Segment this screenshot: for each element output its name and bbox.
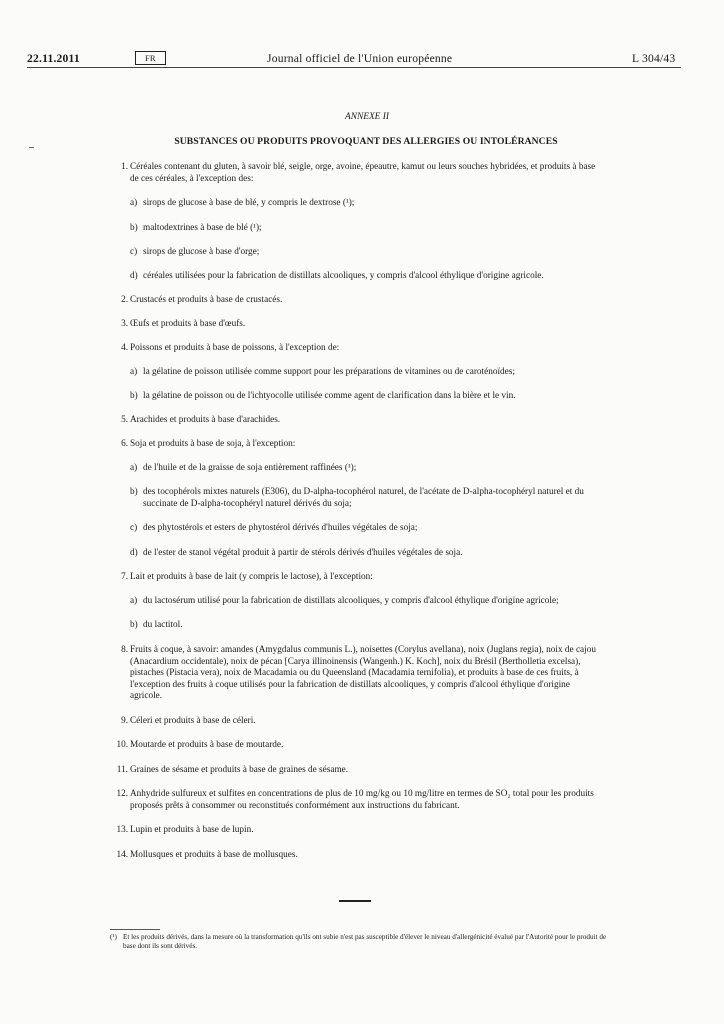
item-text: Soja et produits à base de soja, à l'exception: (130, 439, 296, 449)
subitem-letter: a) (130, 367, 138, 377)
list-subitem (130, 487, 605, 510)
subitem-letter: c) (130, 247, 138, 257)
subitem-text: la gélatine de poisson utilisée comme support pour les préparations de vitamines ou de caroténoïdes; (143, 367, 515, 377)
list-item (121, 343, 600, 355)
subitem-letter: b) (130, 487, 138, 497)
subitem-text: maltodextrines à base de blé (¹); (143, 223, 262, 233)
item-number: 1. (121, 162, 128, 172)
subitem-letter: d) (130, 271, 138, 281)
subitem-letter: c) (130, 523, 138, 533)
item-number: 6. (121, 439, 128, 449)
list-item (121, 162, 600, 185)
list-item (116, 825, 600, 837)
subitem-text: de l'huile et de la graisse de soja entièrement raffinées (¹); (143, 463, 357, 473)
item-text: Arachides et produits à base d'arachides. (130, 415, 281, 425)
item-text: Graines de sésame et produits à base de graines de sésame. (130, 765, 349, 775)
subitem-text: des phytostérols et esters de phytostérol dérivés d'huiles végétales de soja; (143, 523, 418, 533)
subitem-letter: a) (130, 463, 138, 473)
subitem-text: des tocophérols mixtes naturels (E306), du D-alpha-tocophérol naturel, de l'acétate de D-alpha-tocophéryl naturel et du succinate de D-alpha-tocophéryl naturel dérivés du soja; (143, 487, 584, 509)
list-item (121, 415, 600, 427)
list-subitem (130, 463, 605, 475)
footnote-mark: (¹) (110, 933, 117, 941)
section-separator (339, 900, 371, 902)
document-title: SUBSTANCES OU PRODUITS PROVOQUANT DES ALLERGIES OU INTOLÉRANCES (174, 136, 558, 147)
page-reference: L 304/43 (632, 52, 676, 65)
subitem-text: du lactitol. (143, 620, 183, 630)
item-number: 3. (121, 319, 128, 329)
item-number: 14. (116, 850, 128, 860)
list-item (121, 319, 600, 331)
item-number: 7. (121, 572, 128, 582)
footnote-rule (110, 929, 160, 930)
item-text: Œufs et produits à base d'œufs. (130, 319, 246, 329)
list-subitem (130, 247, 605, 259)
item-number: 12. (116, 789, 128, 799)
list-item (116, 789, 600, 812)
subitem-text: céréales utilisées pour la fabrication de distillats alcooliques, y compris d'alcool éthylique d'origine agricole. (143, 271, 544, 281)
item-text: Mollusques et produits à base de mollusques. (130, 850, 298, 860)
language-badge: FR (135, 51, 166, 65)
subitem-letter: a) (130, 596, 138, 606)
list-item (121, 295, 600, 307)
list-subitem (130, 223, 605, 235)
list-subitem (130, 198, 605, 210)
subitem-text: sirops de glucose à base d'orge; (143, 247, 260, 257)
item-text: Céréales contenant du gluten, à savoir blé, seigle, orge, avoine, épeautre, kamut ou leurs souches hybridées, et produits à base de ces céréales, à l'exception des: (130, 162, 596, 184)
list-subitem (130, 271, 605, 283)
item-text: Anhydride sulfureux et sulfites en concentrations de plus de 10 mg/kg ou 10 mg/litre en termes de SO₂ total pour les produits proposés prêts à consommer ou reconstitués conformément aux instructions du fabricant. (130, 789, 594, 811)
item-number: 10. (116, 740, 128, 750)
footnote-text: Et les produits dérivés, dans la mesure où la transformation qu'ils ont subie n'est pas susceptible d'élever le niveau d'allergénicité évalué par l'Autorité pour le produit de base dont ils sont dérivés. (123, 933, 607, 950)
list-item (121, 572, 600, 584)
list-item (116, 850, 600, 862)
list-subitem (130, 620, 605, 632)
list-subitem (130, 391, 605, 403)
item-number: 5. (121, 415, 128, 425)
subitem-text: la gélatine de poisson ou de l'ichtyocolle utilisée comme agent de clarification dans la bière et le vin. (143, 391, 516, 401)
list-item (116, 765, 600, 777)
item-number: 2. (121, 295, 128, 305)
item-text: Moutarde et produits à base de moutarde. (130, 740, 284, 750)
list-subitem (130, 523, 605, 535)
subitem-letter: a) (130, 198, 138, 208)
footnote (110, 933, 610, 951)
item-number: 4. (121, 343, 128, 353)
item-number: 8. (121, 645, 128, 655)
list-item (121, 716, 600, 728)
item-text: Lait et produits à base de lait (y compris le lactose), à l'exception: (130, 572, 373, 582)
annex-heading: ANNEXE II (344, 112, 389, 122)
item-text: Lupin et produits à base de lupin. (130, 825, 254, 835)
list-item (121, 645, 600, 703)
item-number: 11. (116, 765, 128, 775)
item-text: Crustacés et produits à base de crustacés. (130, 295, 283, 305)
item-number: 13. (116, 825, 128, 835)
subitem-text: du lactosérum utilisé pour la fabrication de distillats alcooliques, y compris d'alcool éthylique d'origine agricole; (143, 596, 559, 606)
subitem-text: sirops de glucose à base de blé, y compris le dextrose (¹); (143, 198, 355, 208)
subitem-letter: b) (130, 391, 138, 401)
list-subitem (130, 548, 605, 560)
item-text: Poissons et produits à base de poissons, à l'exception de: (130, 343, 340, 353)
list-subitem (130, 596, 605, 608)
subitem-letter: b) (130, 223, 138, 233)
list-subitem (130, 367, 605, 379)
item-text: Céleri et produits à base de céleri. (130, 716, 256, 726)
margin-mark (29, 147, 34, 148)
header-date: 22.11.2011 (27, 52, 80, 65)
subitem-text: de l'ester de stanol végétal produit à partir de stérols dérivés d'huiles végétales de soja. (143, 548, 463, 558)
list-item (121, 439, 600, 451)
subitem-letter: d) (130, 548, 138, 558)
subitem-letter: b) (130, 620, 138, 630)
header-rule (27, 67, 681, 68)
list-item (116, 740, 600, 752)
item-text: Fruits à coque, à savoir: amandes (Amygdalus communis L.), noisettes (Corylus avellana), noix (Juglans regia), noix de cajou (Anacardium occidentale), noix de pécan [Carya illinoinensis (Wangenh.) K. Koch], noix du Brésil (Bertholletia excelsa), pistaches (Pistacia vera), noix de Macadamia ou du Queensland (Macadamia ternifolia), et produits à base de ces fruits, à l'exception des fruits à coque utilisés pour la fabrication de distillats alcooliques, y compris d'alcool éthylique d'origine agricole. (130, 645, 596, 701)
item-number: 9. (121, 716, 128, 726)
journal-title: Journal officiel de l'Union européenne (267, 52, 453, 65)
